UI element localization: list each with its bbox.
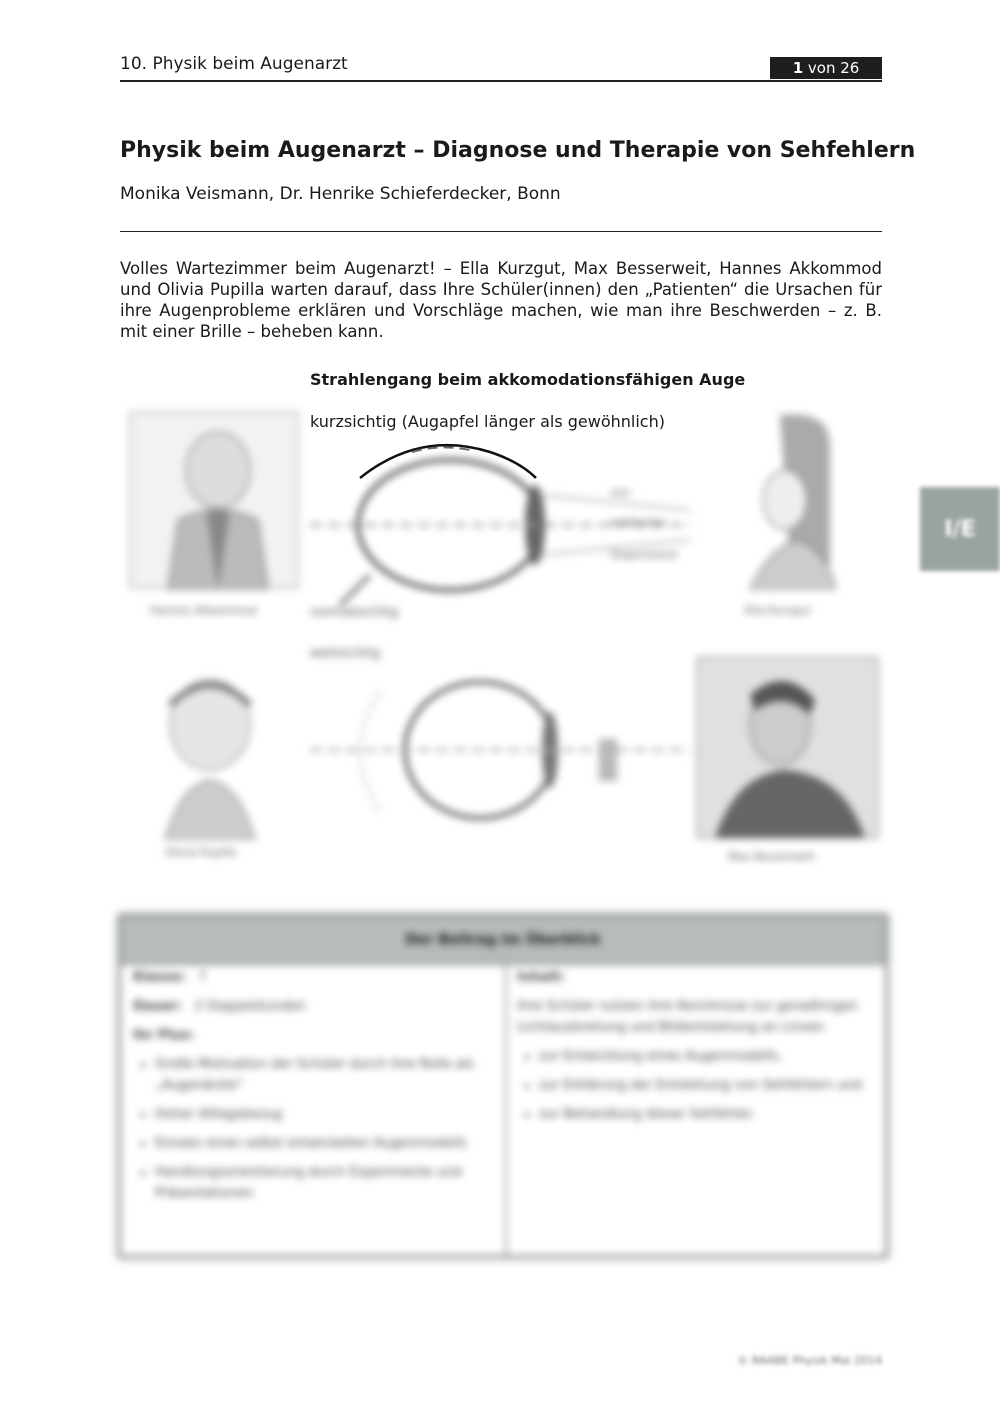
inhalt-label-text: Inhalt: [517, 970, 565, 985]
list-item: • Einsatz eines selbst entwickelten Augenmodells [155, 1133, 493, 1154]
label-normalsichtig: normalsichtig [310, 605, 399, 620]
overview-right-column [517, 967, 867, 1249]
list-item: • Große Motivation der Schüler durch ihre Rolle als „Augenärzte“ [155, 1054, 493, 1096]
overview-header: Der Beitrag im Überblick [121, 917, 885, 965]
caption-hannes: Hannes Akkommod [150, 604, 257, 617]
klasse-label: Klasse: [133, 970, 186, 985]
authors: Monika Veismann, Dr. Henrike Schieferdecker, Bonn [120, 184, 561, 204]
copyright-footer: © RAABE Physik Mai 2014 [737, 1354, 882, 1367]
caption-olivia: Olivia Pupilla [165, 846, 236, 859]
inhalt-intro: Ihre Schüler nutzen ihre Kenntnisse zur geradlinigen Lichtausbreitung und Bildentstehung an Linsen [517, 999, 858, 1035]
klasse-value: 7 [198, 970, 207, 985]
list-item: • zur Behandlung dieser Sehfehler. [539, 1104, 867, 1125]
list-item: • Handlungsorientierung durch Experimente und Präsentationen [155, 1162, 493, 1204]
figure-title: Strahlengang beim akkomodationsfähigen Auge [310, 370, 746, 389]
eye-diagram-hyperopic [300, 672, 700, 832]
page-current: 1 [792, 59, 804, 77]
label-weitsichtig: weitsichtig [310, 646, 381, 661]
list-item: • Hoher Alltagsbezug [155, 1104, 493, 1125]
ray-label-1: von [610, 486, 631, 499]
eye-diagram-myopic [300, 455, 700, 615]
caption-max: Max Besserweit [728, 850, 815, 863]
patient-sketch-hannes [128, 410, 300, 590]
dauer-value: 2 Doppelstunden [194, 999, 306, 1014]
caption-ella: Ella Kurzgut [745, 604, 811, 617]
section-title: 10. Physik beim Augenarzt [120, 54, 348, 74]
document-title: Physik beim Augenarzt – Diagnose und Therapie von Sehfehlern [120, 138, 916, 163]
section-tab: I/E [920, 487, 1000, 571]
plus-label [133, 1025, 493, 1046]
ray-label-2: entfernter [610, 516, 666, 529]
overview-left-column [133, 967, 493, 1249]
patient-sketch-max [695, 655, 880, 840]
dauer-row [133, 996, 493, 1017]
page-total: von 26 [803, 59, 860, 77]
overview-divider [505, 963, 507, 1255]
patient-sketch-olivia [150, 665, 270, 840]
plus-list [133, 1054, 493, 1204]
dauer-label: Dauer: [133, 999, 183, 1014]
intro-paragraph: Volles Wartezimmer beim Augenarzt! – Ella Kurzgut, Max Besserweit, Hannes Akkommod und Olivia Pupilla warten darauf, dass Ihre Schüler(innen) den „Patienten“ die Ursachen für ihre Augenprobleme erklären und Vorschläge machen, wie man ihre Beschwerden – z. B. mit einer Brille – beheben kann. [120, 259, 882, 341]
ray-label-3: Gegenstand [610, 548, 677, 561]
figure-subtitle: kurzsichtig (Augapfel länger als gewöhnlich) [310, 412, 665, 431]
plus-label-text: Ihr Plus: [133, 1028, 195, 1043]
klasse-row [133, 967, 493, 988]
list-item: • zur Erklärung der Entstehung von Sehfehlern und [539, 1075, 867, 1096]
patient-sketch-ella [730, 405, 840, 590]
inhalt-list [517, 1046, 867, 1125]
list-item: • zur Entwicklung eines Augenmodells, [539, 1046, 867, 1067]
inhalt-label [517, 967, 867, 988]
overview-box [118, 914, 888, 1258]
